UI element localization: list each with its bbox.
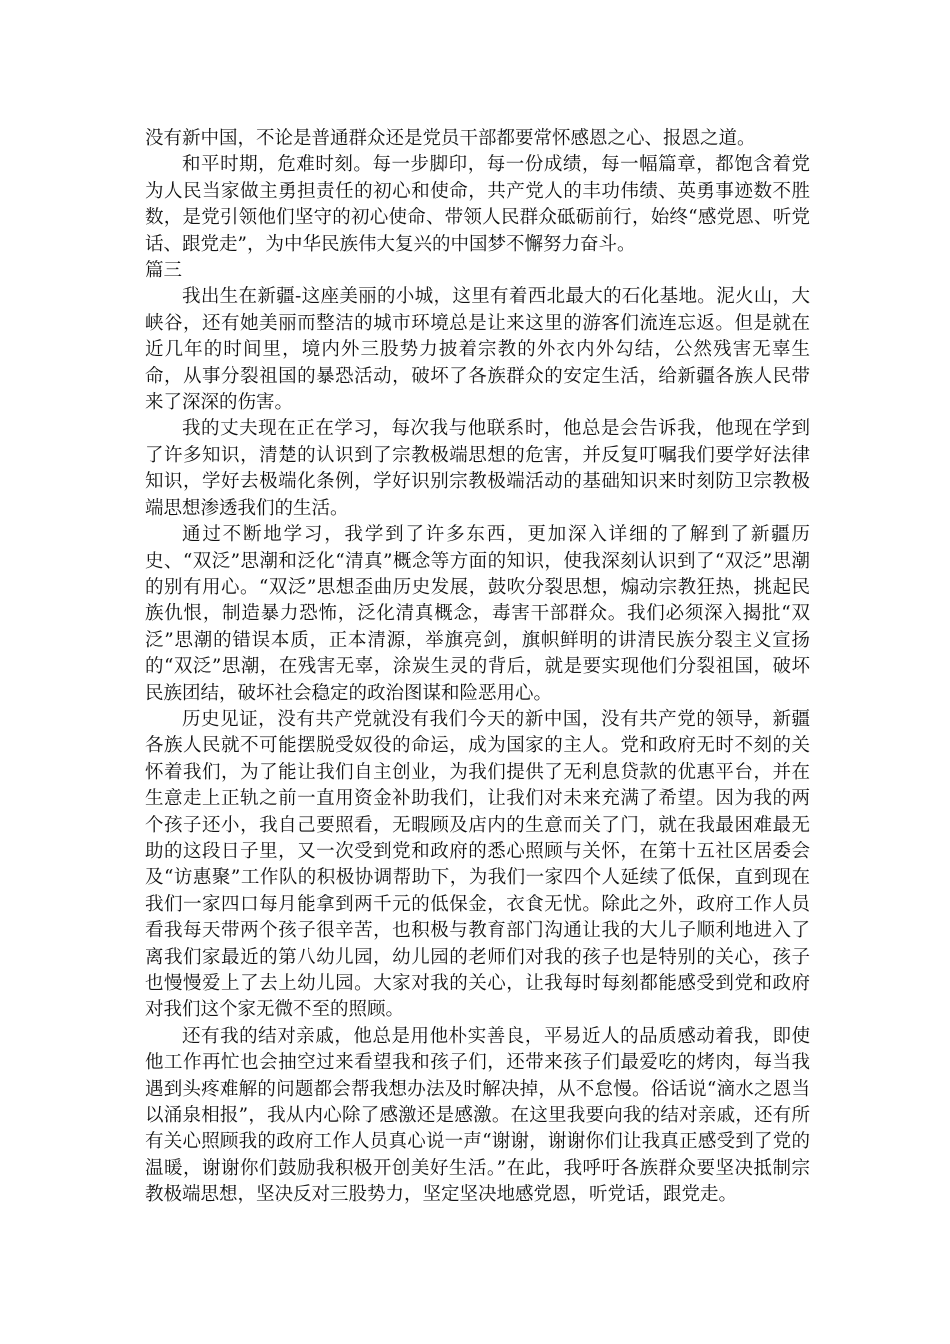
paragraph-2: 和平时期，危难时刻。每一步脚印，每一份成绩，每一幅篇章，都饱含着党为人民当家做主勇担责任的初心和使命，共产党人的丰功伟绩、英勇事迹数不胜数，是党引领他们坚守的初心使命、带领人民群众砥砺前行，始终“感党恩、听党话、跟党走”，为中华民族伟大复兴的中国梦不懈努力奋斗。 (145, 154, 810, 255)
paragraph-5: 通过不断地学习，我学到了许多东西，更加深入详细的了解到了新疆历史、“双泛”思潮和泛化“清真”概念等方面的知识，使我深刻认识到了“双泛”思潮的别有用心。“双泛”思想歪曲历史发展，鼓吹分裂思想，煽动宗教狂热，挑起民族仇恨，制造暴力恐怖，泛化清真概念，毒害干部群众。我们必须深入揭批“双泛”思潮的错误本质，正本清源，举旗亮剑，旗帜鲜明的讲清民族分裂主义宣扬的“双泛”思潮，在残害无辜，涂炭生灵的背后，就是要实现他们分裂祖国，破坏民族团结，破坏社会稳定的政治图谋和险恶用心。 (145, 524, 810, 704)
section-heading-pian-san: 篇三 (145, 260, 183, 282)
paragraph-7: 还有我的结对亲戚，他总是用他朴实善良，平易近人的品质感动着我，即使他工作再忙也会抽空过来看望我和孩子们，还带来孩子们最爱吃的烤肉，每当我遇到头疼难解的问题都会帮我想办法及时解决掉，从不怠慢。俗话说“滴水之恩当以涌泉相报”，我从内心除了感激还是感激。在这里我要向我的结对亲戚，还有所有关心照顾我的政府工作人员真心说一声“谢谢，谢谢你们让我真正感受到了党的温暖，谢谢你们鼓励我积极开创美好生活。”在此，我呼吁各族群众要坚决抵制宗教极端思想，坚决反对三股势力，坚定坚决地感党恩，听党话，跟党走。 (145, 1025, 810, 1206)
document-page (145, 126, 810, 1209)
paragraph-3: 我出生在新疆-这座美丽的小城，这里有着西北最大的石化基地。泥火山，大峡谷，还有她美丽而整洁的城市环境总是让来这里的游客们流连忘返。但是就在近几年的时间里，境内外三股势力披着宗教的外衣内外勾结，公然残害无辜生命，从事分裂祖国的暴恐活动，破坏了各族群众的安定生活，给新疆各族人民带来了深深的伤害。 (145, 286, 810, 414)
paragraph-1: 没有新中国，不论是普通群众还是党员干部都要常怀感恩之心、报恩之道。 (145, 128, 756, 149)
paragraph-6: 历史见证，没有共产党就没有我们今天的新中国，没有共产党的领导，新疆各族人民就不可能摆脱受奴役的命运，成为国家的主人。党和政府无时不刻的关怀着我们，为了能让我们自主创业，为我们提供了无利息贷款的优惠平台，并在生意走上正轨之前一直用资金补助我们，让我们对未来充满了希望。因为我的两个孩子还小，我自己要照看，无暇顾及店内的生意而关了门，就在我最困难最无助的这段日子里，又一次受到党和政府的悉心照顾与关怀，在第十五社区居委会及“访惠聚”工作队的积极协调帮助下，为我们一家四个人延续了低保，直到现在我们一家四口每月能拿到两千元的低保金，衣食无忧。除此之外，政府工作人员看我每天带两个孩子很辛苦，也积极与教育部门沟通让我的大儿子顺利地进入了离我们家最近的第八幼儿园，幼儿园的老师们对我的孩子也是特别的关心，孩子也慢慢爱上了去上幼儿园。大家对我的关心，让我每时每刻都能感受到党和政府对我们这个家无微不至的照顾。 (145, 708, 810, 1021)
paragraph-4: 我的丈夫现在正在学习，每次我与他联系时，他总是会告诉我，他现在学到了许多知识，清楚的认识到了宗教极端思想的危害，并反复叮嘱我们要学好法律知识，学好去极端化条例，学好识别宗教极端活动的基础知识来时刻防卫宗教极端思想渗透我们的生活。 (145, 418, 810, 519)
